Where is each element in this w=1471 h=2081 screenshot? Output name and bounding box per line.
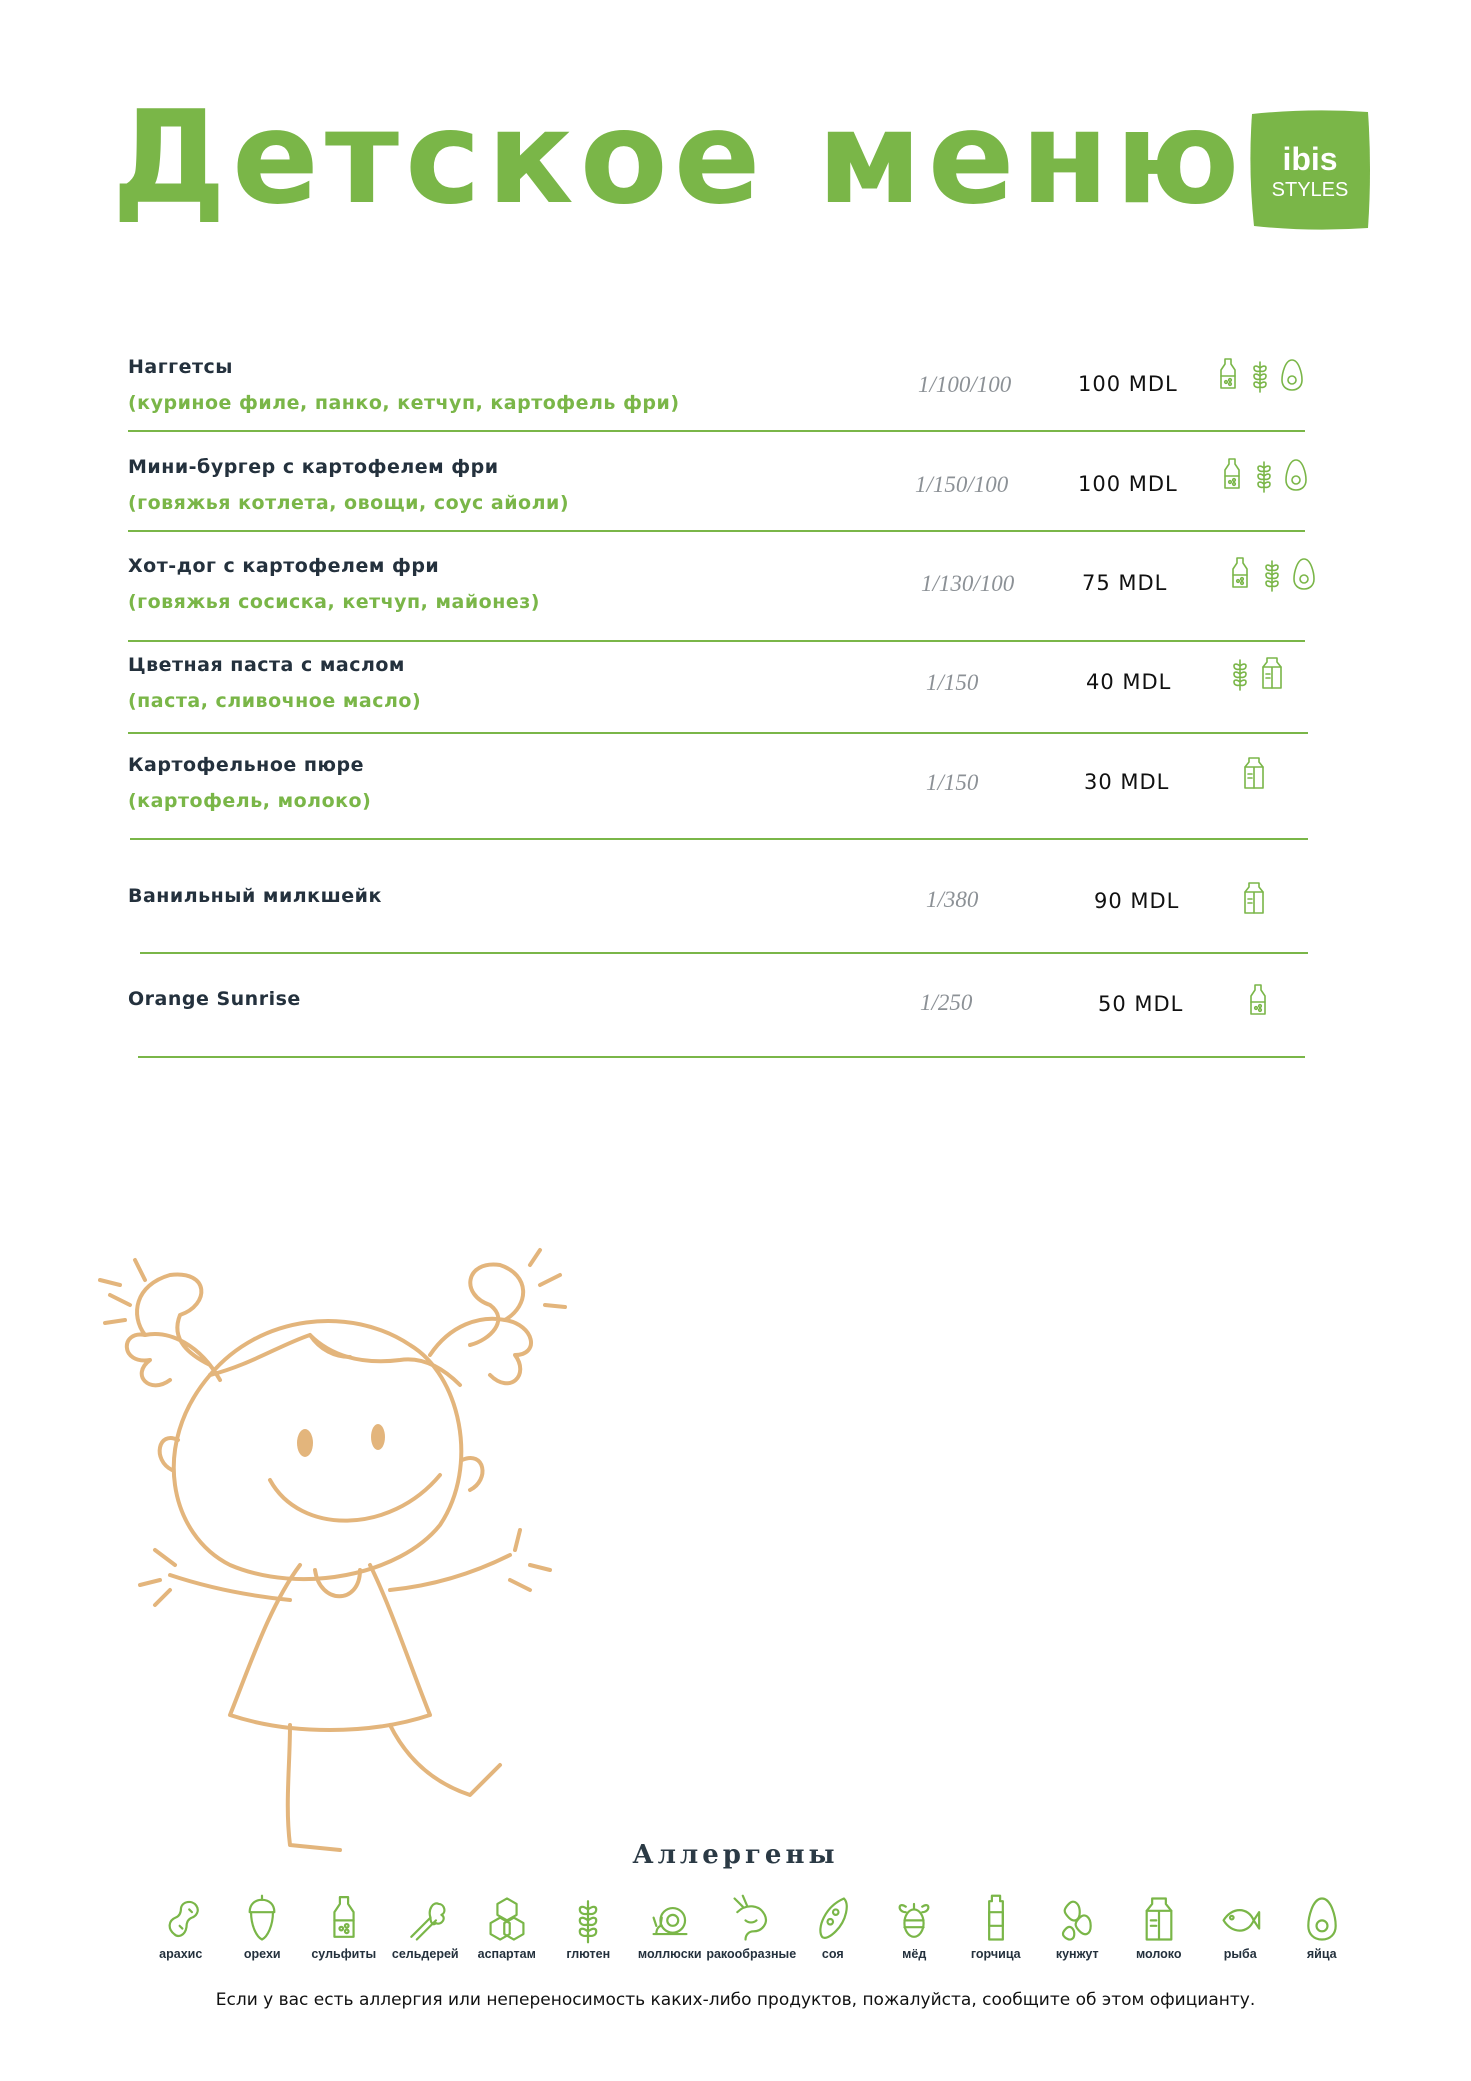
menu-item-allergen-icons bbox=[1244, 982, 1272, 1020]
allergen-label: мёд bbox=[902, 1947, 927, 1961]
allergens-title: Аллергены bbox=[632, 1840, 839, 1870]
mustard-icon bbox=[972, 1893, 1020, 1945]
allergen-item bbox=[792, 1893, 874, 1961]
menu-item-description: (говяжья сосиска, кетчуп, майонез) bbox=[128, 591, 540, 613]
eggs-icon bbox=[1282, 456, 1310, 494]
svg-text:STYLES: STYLES bbox=[1271, 179, 1349, 201]
allergen-label: горчица bbox=[970, 1947, 1021, 1961]
menu-item-price: 100 MDL bbox=[1078, 372, 1178, 396]
menu-item-name: Ванильный милкшейк bbox=[128, 885, 382, 907]
menu-item-description: (куриное филе, панко, кетчуп, картофель фри) bbox=[128, 392, 680, 414]
page-title: Детское меню bbox=[112, 84, 1246, 233]
menu-item-description: (говяжья котлета, овощи, соус айоли) bbox=[128, 492, 570, 514]
allergen-label: моллюски bbox=[637, 1947, 702, 1961]
menu-item-price: 30 MDL bbox=[1084, 770, 1170, 794]
sulfites-icon bbox=[1218, 456, 1246, 494]
allergen-label: ракообразные bbox=[706, 1947, 797, 1961]
allergen-item bbox=[629, 1893, 711, 1961]
allergen-label: глютен bbox=[566, 1947, 611, 1961]
menu-row-divider bbox=[140, 952, 1308, 954]
gluten-icon bbox=[1226, 654, 1254, 692]
sulfites-icon bbox=[320, 1893, 368, 1945]
menu-item-allergen-icons bbox=[1240, 879, 1268, 917]
girl-drawing bbox=[60, 1245, 640, 1855]
menu-row-divider bbox=[128, 430, 1305, 432]
allergen-label: молоко bbox=[1135, 1947, 1182, 1961]
menu-item-allergen-icons bbox=[1226, 555, 1318, 593]
menu-item-name: Orange Sunrise bbox=[128, 988, 301, 1010]
eggs-icon bbox=[1298, 1893, 1346, 1945]
gluten-icon bbox=[564, 1893, 612, 1945]
menu-item-allergen-icons bbox=[1214, 356, 1306, 394]
menu-item-description: (картофель, молоко) bbox=[128, 790, 372, 812]
menu-item-name: Наггетсы bbox=[128, 356, 233, 378]
menu-row-divider bbox=[138, 1056, 1305, 1058]
bee-icon bbox=[890, 1893, 938, 1945]
menu-row-divider bbox=[128, 530, 1305, 532]
menu-item-allergen-icons bbox=[1240, 754, 1268, 792]
gluten-icon bbox=[1258, 555, 1286, 593]
allergen-item bbox=[1118, 1893, 1200, 1961]
menu-item-price: 75 MDL bbox=[1082, 571, 1168, 595]
allergen-item bbox=[466, 1893, 548, 1961]
menu-item-weight: 1/150 bbox=[926, 770, 979, 795]
menu-item-description: (паста, сливочное масло) bbox=[128, 690, 422, 712]
menu-item-price: 100 MDL bbox=[1078, 472, 1178, 496]
allergen-item bbox=[303, 1893, 385, 1961]
shrimp-icon bbox=[727, 1893, 775, 1945]
sulfites-icon bbox=[1244, 982, 1272, 1020]
sulfites-icon bbox=[1226, 555, 1254, 593]
menu-item-allergen-icons bbox=[1218, 456, 1310, 494]
soy-icon bbox=[809, 1893, 857, 1945]
menu-item-name: Картофельное пюре bbox=[128, 754, 364, 776]
gluten-icon bbox=[1246, 356, 1274, 394]
eggs-icon bbox=[1278, 356, 1306, 394]
menu-item-weight: 1/150 bbox=[926, 670, 979, 695]
allergen-label: арахис bbox=[159, 1947, 203, 1961]
allergy-footnote: Если у вас есть аллергия или непереносимость каких-либо продуктов, пожалуйста, сообщите об этом официанту. bbox=[215, 1990, 1256, 2010]
milk-icon bbox=[1135, 1893, 1183, 1945]
allergen-item bbox=[1037, 1893, 1119, 1961]
menu-item-price: 40 MDL bbox=[1086, 670, 1172, 694]
snail-icon bbox=[646, 1893, 694, 1945]
acorn-icon bbox=[238, 1893, 286, 1945]
celery-icon bbox=[401, 1893, 449, 1945]
ibis-styles-logo bbox=[1248, 108, 1372, 232]
milk-icon bbox=[1258, 654, 1286, 692]
menu-item-name: Хот-дог с картофелем фри bbox=[128, 555, 440, 577]
menu-item-price: 50 MDL bbox=[1098, 992, 1184, 1016]
allergen-label: сельдерей bbox=[391, 1947, 459, 1961]
sulfites-icon bbox=[1214, 356, 1242, 394]
allergen-item bbox=[222, 1893, 304, 1961]
allergen-label: соя bbox=[821, 1947, 844, 1961]
allergen-label: рыба bbox=[1223, 1947, 1257, 1961]
allergen-item bbox=[955, 1893, 1037, 1961]
menu-item-name: Цветная паста с маслом bbox=[128, 654, 405, 676]
allergen-item bbox=[140, 1893, 222, 1961]
menu-row-divider bbox=[128, 640, 1305, 642]
gluten-icon bbox=[1250, 456, 1278, 494]
sugar-cubes-icon bbox=[483, 1893, 531, 1945]
menu-item-allergen-icons bbox=[1226, 654, 1286, 692]
peanut-icon bbox=[157, 1893, 205, 1945]
milk-icon bbox=[1240, 754, 1268, 792]
allergen-label: сульфиты bbox=[311, 1947, 377, 1961]
menu-item-weight: 1/130/100 bbox=[921, 571, 1015, 596]
allergen-label: орехи bbox=[243, 1947, 281, 1961]
allergen-label: кунжут bbox=[1055, 1947, 1099, 1961]
allergen-label: аспартам bbox=[477, 1947, 536, 1961]
menu-row-divider bbox=[130, 838, 1308, 840]
svg-text:ibis: ibis bbox=[1282, 141, 1338, 177]
allergen-item bbox=[874, 1893, 956, 1961]
sesame-icon bbox=[1053, 1893, 1101, 1945]
menu-item-weight: 1/380 bbox=[926, 887, 979, 912]
milk-icon bbox=[1240, 879, 1268, 917]
allergen-item bbox=[548, 1893, 630, 1961]
menu-item-weight: 1/250 bbox=[920, 990, 973, 1015]
allergens-legend bbox=[140, 1893, 1363, 1961]
allergen-item bbox=[1281, 1893, 1363, 1961]
menu-item-weight: 1/100/100 bbox=[918, 372, 1012, 397]
allergen-item bbox=[1200, 1893, 1282, 1961]
allergen-item bbox=[706, 1893, 797, 1961]
allergen-label: яйца bbox=[1306, 1947, 1337, 1961]
menu-row-divider bbox=[128, 732, 1308, 734]
allergen-item bbox=[385, 1893, 467, 1961]
fish-icon bbox=[1216, 1893, 1264, 1945]
menu-item-name: Мини-бургер с картофелем фри bbox=[128, 456, 499, 478]
menu-item-weight: 1/150/100 bbox=[915, 472, 1009, 497]
eggs-icon bbox=[1290, 555, 1318, 593]
menu-item-price: 90 MDL bbox=[1094, 889, 1180, 913]
